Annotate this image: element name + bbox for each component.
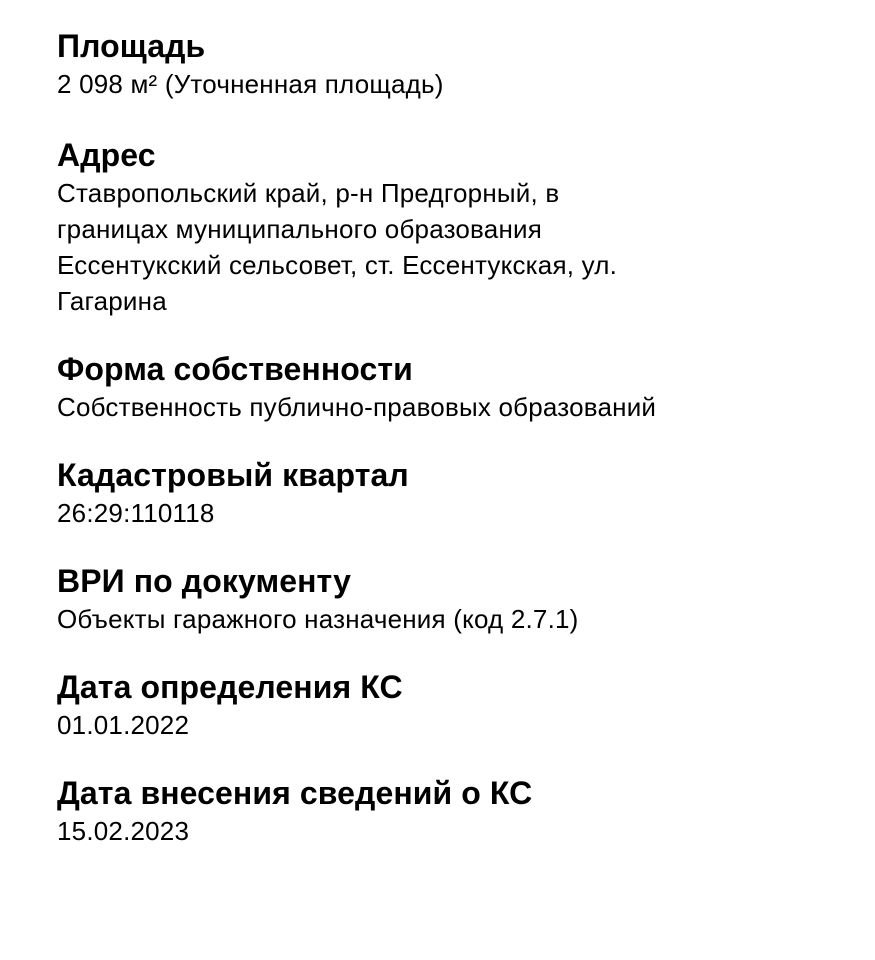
field-label: Форма собственности <box>57 351 413 387</box>
field-area <box>57 26 857 102</box>
property-details <box>57 26 857 849</box>
field-address <box>57 135 857 319</box>
field-value: 26:29:110118 <box>57 498 215 528</box>
field-label: Адрес <box>57 137 156 173</box>
field-cadastral-quarter <box>57 455 857 531</box>
field-ownership <box>57 349 857 425</box>
address-line: Ессентукский сельсовет, ст. Ессентукская, ул. <box>57 250 618 280</box>
field-cadastral-value-date <box>57 667 857 743</box>
field-label: Дата внесения сведений о КС <box>57 775 533 811</box>
field-value: 01.01.2022 <box>57 710 190 740</box>
field-value: 2 098 м² (Уточненная площадь) <box>57 69 444 99</box>
field-label: ВРИ по документу <box>57 563 352 599</box>
field-label: Кадастровый квартал <box>57 457 409 493</box>
field-value: 15.02.2023 <box>57 816 190 846</box>
field-label: Площадь <box>57 28 206 64</box>
field-cadastral-value-entry-date <box>57 773 857 849</box>
address-line: Гагарина <box>57 286 167 316</box>
address-line: Ставропольский край, р-н Предгорный, в <box>57 178 560 208</box>
field-label: Дата определения КС <box>57 669 403 705</box>
field-value: Собственность публично-правовых образований <box>57 392 657 422</box>
address-line: границах муниципального образования <box>57 214 543 244</box>
field-value: Объекты гаражного назначения (код 2.7.1) <box>57 604 579 634</box>
field-permitted-use <box>57 561 857 637</box>
